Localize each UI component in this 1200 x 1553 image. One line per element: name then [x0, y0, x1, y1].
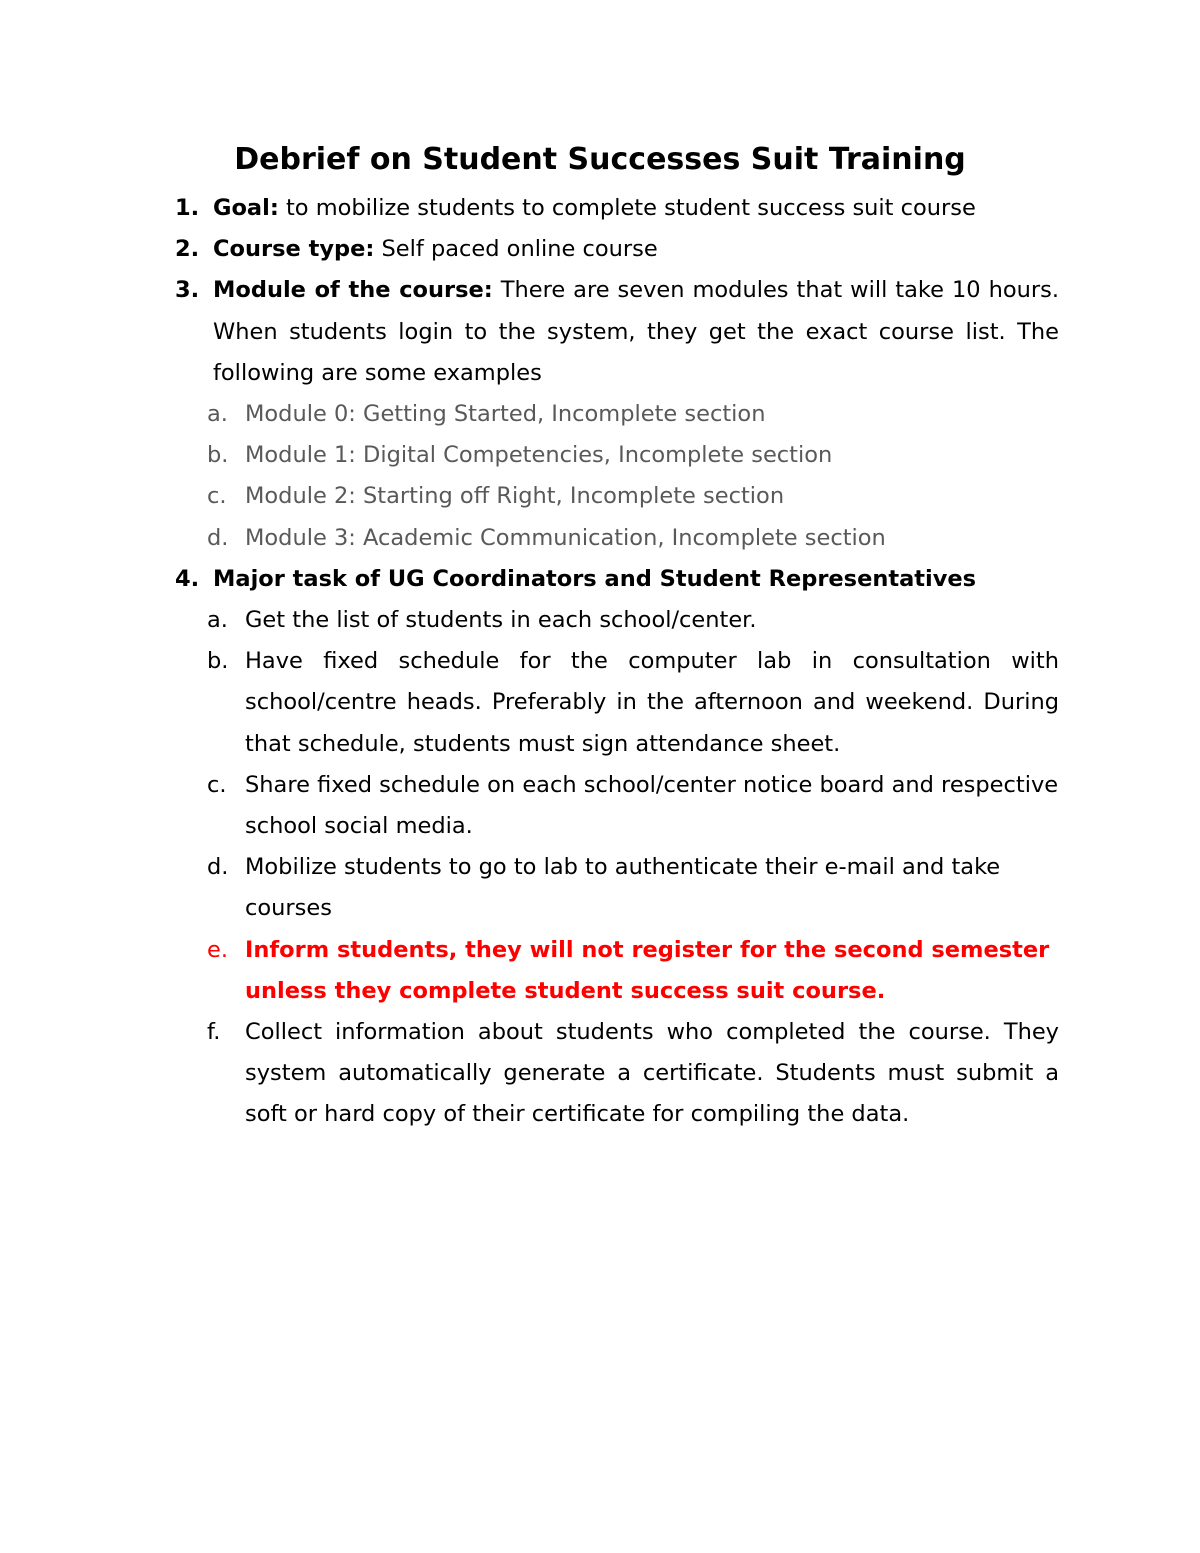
module-sublist	[207, 394, 1059, 559]
list-item-course-type	[175, 229, 1059, 270]
sub-text: Mobilize students to go to lab to authenticate their e-mail and take courses	[245, 854, 1001, 922]
sub-text: Collect information about students who completed the course. They system automatically generate a certificate. Students must submit a soft or hard copy of their certificate for compiling the data.	[245, 1019, 1059, 1128]
sublist-item	[207, 435, 1059, 476]
item-paragraph	[213, 188, 1059, 229]
numbered-list	[175, 188, 1059, 1136]
item-label: Module of the course:	[213, 277, 493, 304]
task-sublist	[207, 600, 1059, 1136]
item-text: There are seven modules that will take 10 hours. When students login to the system, they get the exact course list. The following are some examples	[213, 277, 1059, 386]
item-paragraph	[213, 559, 1059, 600]
sublist-item	[207, 1012, 1059, 1136]
sub-letter: c.	[207, 771, 227, 798]
sublist-item-warning	[207, 930, 1059, 1012]
sub-letter: f.	[207, 1019, 221, 1046]
list-item-goal	[175, 188, 1059, 229]
item-number: 3.	[175, 277, 200, 304]
sublist-item	[207, 847, 1059, 929]
sub-text: Module 0: Getting Started, Incomplete section	[245, 401, 766, 428]
sub-text: Have fixed schedule for the computer lab in consultation with school/centre heads. Preferably in the afternoon and weekend. During that schedule, students must sign attendance sheet.	[245, 648, 1059, 757]
list-item-modules	[175, 270, 1059, 394]
sub-letter: a.	[207, 607, 228, 634]
item-label: Major task of UG Coordinators and Student Representatives	[213, 565, 977, 592]
sublist-item	[207, 518, 1059, 559]
item-number: 2.	[175, 236, 200, 263]
sublist-item	[207, 765, 1059, 847]
sub-letter: b.	[207, 648, 229, 675]
sub-text: Get the list of students in each school/center.	[245, 607, 757, 634]
sublist-item	[207, 476, 1059, 517]
sub-text: Inform students, they will not register for the second semester unless they complete student success suit course.	[245, 936, 1050, 1004]
sub-letter: d.	[207, 524, 229, 551]
sub-text: Module 2: Starting off Right, Incomplete section	[245, 483, 785, 510]
sub-letter: d.	[207, 854, 229, 881]
sub-text: Module 1: Digital Competencies, Incomplete section	[245, 442, 833, 469]
sub-text: Share fixed schedule on each school/center notice board and respective school social media.	[245, 771, 1059, 840]
item-number: 4.	[175, 565, 200, 592]
item-label: Goal:	[213, 195, 279, 221]
sub-letter: b.	[207, 442, 229, 469]
sublist-item	[207, 600, 1059, 641]
item-number: 1.	[175, 195, 200, 221]
item-paragraph	[213, 229, 1059, 270]
item-text: to mobilize students to complete student success suit course	[278, 195, 976, 221]
sub-letter: c.	[207, 483, 227, 510]
item-text: Self paced online course	[374, 236, 658, 263]
document-title: Debrief on Student Successes Suit Training	[234, 142, 966, 177]
item-label: Course type:	[213, 236, 375, 263]
list-item-major-task	[175, 559, 1059, 600]
item-paragraph	[213, 270, 1059, 394]
sublist-item	[207, 394, 1059, 435]
sub-text: Module 3: Academic Communication, Incomplete section	[245, 524, 886, 551]
sublist-item	[207, 641, 1059, 765]
sub-letter: a.	[207, 401, 228, 428]
sub-letter: e.	[207, 936, 228, 963]
